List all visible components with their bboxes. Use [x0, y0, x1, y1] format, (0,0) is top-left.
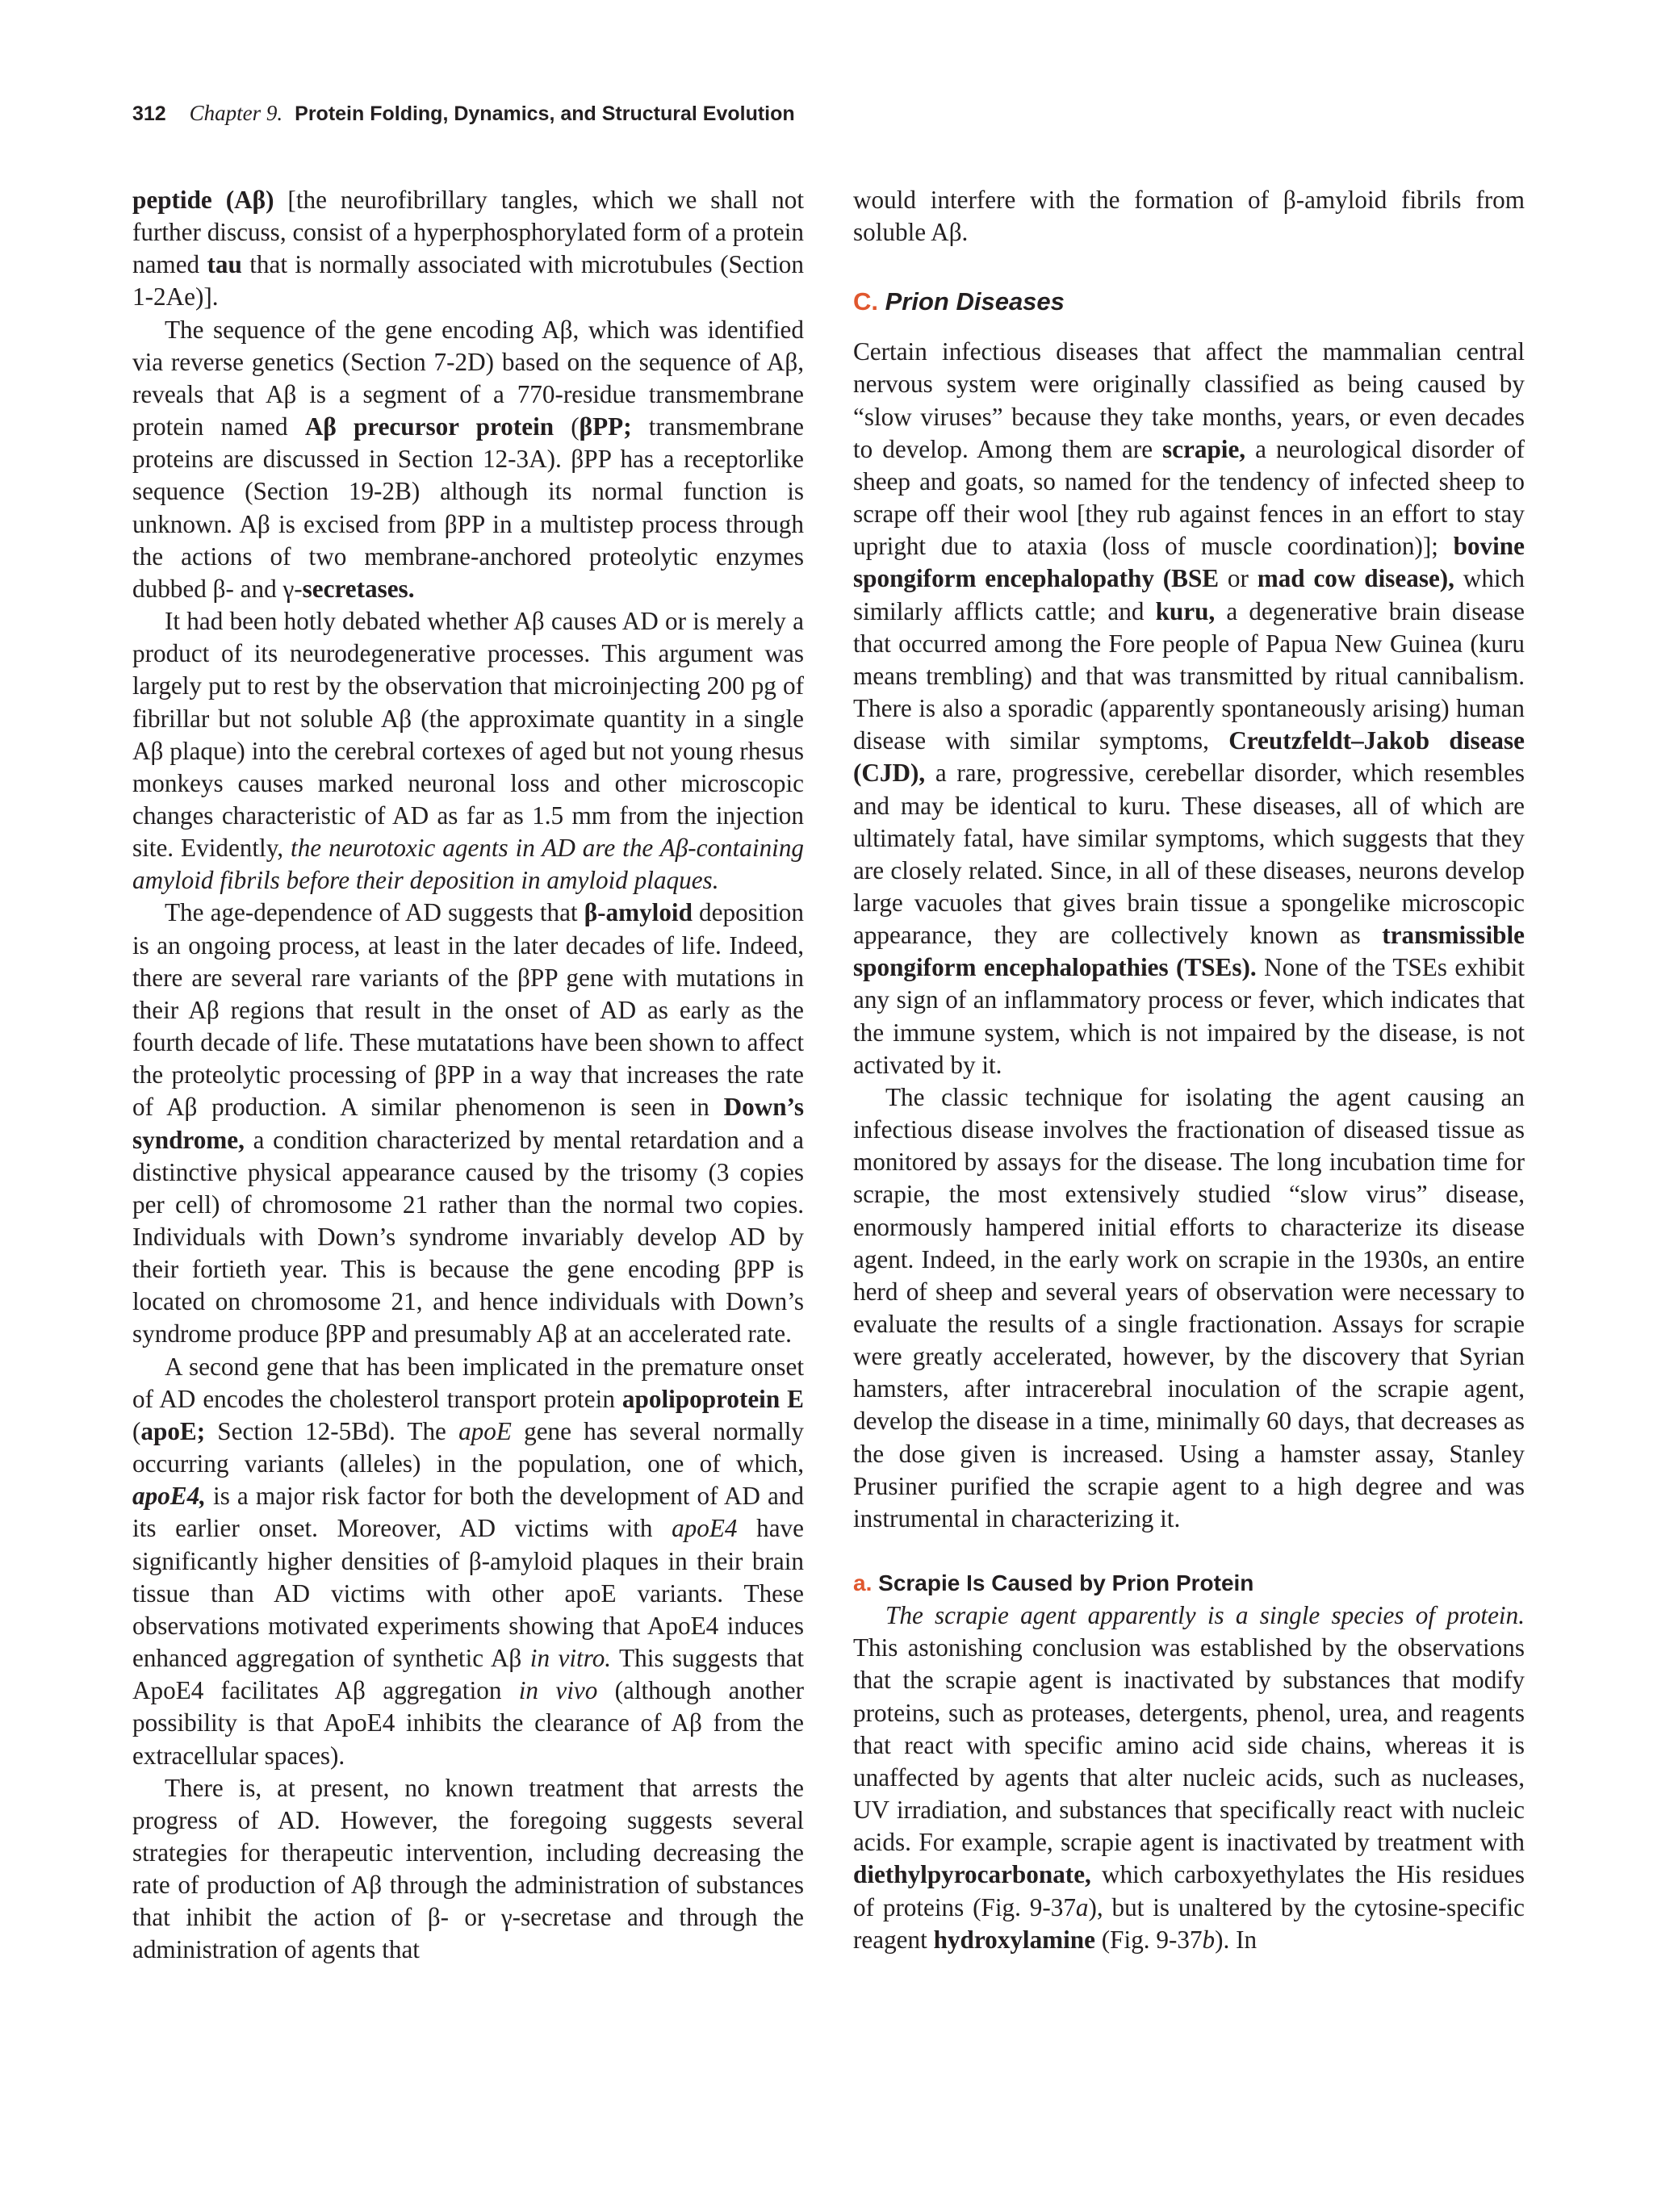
text-run: which carboxyethylates the His residues of proteins (Fig. 9-37	[853, 1860, 1525, 1921]
text-run: None of the TSEs exhibit any sign of an inflammatory process or fever, which indicates that the immune system, which is not impaired by the disease, is not activated by it.	[853, 953, 1525, 1079]
text-run: The age-dependence of AD suggests that	[165, 898, 584, 927]
text-run: hydroxylamine	[933, 1925, 1095, 1954]
text-run: apolipoprotein E	[621, 1384, 804, 1413]
text-run: (	[132, 1416, 141, 1445]
chapter-label: Chapter 9.	[189, 101, 283, 125]
text-run: tau	[207, 250, 242, 279]
text-run: β-amyloid	[584, 898, 693, 927]
paragraph	[853, 184, 1525, 249]
text-run: A second gene that has been implicated in the premature onset of AD encodes the cholesterol transport protein	[132, 1352, 804, 1413]
chapter-title: Protein Folding, Dynamics, and Structural Evolution	[295, 102, 795, 125]
text-run: Aβ precursor protein	[304, 412, 554, 441]
text-run: a	[1075, 1892, 1089, 1921]
text-run: mad cow disease),	[1257, 564, 1454, 593]
paragraph	[132, 1351, 804, 1772]
text-run: would interfere with the formation of β-amyloid fibrils from soluble Aβ.	[853, 186, 1525, 247]
paragraph	[132, 314, 804, 605]
text-run: There is, at present, no known treatment that arrests the progress of AD. However, the foregoing suggests several strategies for therapeutic intervention, including decreasing the rate of production of Aβ through the administration of substances that inhibit the action of β- or γ-secretase and through the administration of agents that	[132, 1773, 804, 1964]
text-run: apoE	[458, 1416, 512, 1445]
text-run: in vivo	[518, 1676, 598, 1705]
running-head	[132, 101, 795, 126]
text-run: (	[554, 412, 580, 441]
paragraph	[853, 1599, 1525, 1956]
section-heading	[853, 286, 1525, 318]
text-run: Section 12-5Bd). The	[205, 1416, 459, 1445]
text-run: in vitro.	[529, 1644, 612, 1673]
left-column	[132, 184, 804, 1967]
text-run: [the neurofibrillary tangles, which we shall not further discuss, consist of a hyperphosphorylated form of a protein named	[132, 186, 804, 279]
subsection-title: Scrapie Is Caused by Prion Protein	[878, 1570, 1254, 1596]
paragraph	[132, 605, 804, 897]
subsection-heading	[853, 1567, 1525, 1599]
text-run: that is normally associated with microtubules (Section 1-2Ae)].	[132, 250, 804, 312]
text-run: secretases.	[302, 574, 415, 603]
text-run: a neurological disorder of sheep and goats, so named for the tendency of infected sheep to scrape off their wool [they rub against fences in an effort to stay upright due to ataxia (loss of muscle coordination)];	[853, 434, 1525, 561]
text-run: b	[1202, 1925, 1216, 1954]
text-run: This suggests that ApoE4 facilitates Aβ aggregation	[132, 1644, 804, 1705]
text-run: transmissible spongiform encephalopathies (TSEs).	[853, 921, 1525, 982]
paragraph	[132, 897, 804, 1350]
text-run: have significantly higher densities of β-amyloid plaques in their brain tissue than AD victims with other apoE variants. These observations motivated experiments showing that ApoE4 induces enhanced aggregation of synthetic Aβ	[132, 1514, 804, 1673]
text-run: a degenerative brain disease that occurred among the Fore people of Papua New Guinea (kuru means trembling) and that was transmitted by ritual cannibalism. There is also a sporadic (apparently spontaneously arising) human disease with similar symptoms,	[853, 596, 1525, 755]
paragraph	[853, 336, 1525, 1081]
text-run: kuru,	[1155, 596, 1216, 625]
text-run: the neurotoxic agents in AD are the Aβ-containing amyloid fibrils before their deposition in amyloid plaques.	[132, 834, 805, 895]
text-run: transmembrane proteins are discussed in Section 12-3A). βPP has a receptorlike sequence (Section 19-2B) although its normal function is unknown. Aβ is excised from βPP in a multistep process through the actions of two membrane-anchored proteolytic enzymes dubbed β- and γ-	[132, 412, 804, 603]
section-title: Prion Diseases	[885, 287, 1065, 316]
text-run: ), but is unaltered by the cytosine-specific reagent	[853, 1892, 1525, 1954]
text-run: a condition characterized by mental retardation and a distinctive physical appearance caused by the trisomy (3 copies per cell) of chromosome 21 rather than the normal two copies. Individuals with Down’s syndrome invariably develop AD by their fortieth year. This is because the gene encoding βPP is located on chromosome 21, and hence individuals with Down’s syndrome produce βPP and presumably Aβ at an accelerated rate.	[132, 1125, 804, 1349]
section-letter: C.	[853, 287, 878, 316]
text-run: diethylpyrocarbonate,	[853, 1860, 1091, 1889]
text-run: This astonishing conclusion was established by the observations that the scrapie agent is inactivated by substances that modify proteins, such as proteases, detergents, phenol, urea, and reagents that react with specific amino acid side chains, whereas it is unaffected by agents that alter nucleic acids, such as nucleases, UV irradiation, and substances that specifically react with nucleic acids. For example, scrapie agent is inactivated by treatment with	[853, 1633, 1525, 1857]
page-number: 312	[132, 102, 166, 125]
text-run: is a major risk factor for both the development of AD and its earlier onset. Moreover, AD victims with	[132, 1482, 804, 1543]
text-run: or	[1219, 564, 1258, 593]
text-run: It had been hotly debated whether Aβ causes AD or is merely a product of its neurodegenerative processes. This argument was largely put to rest by the observation that microinjecting 200 pg of fibrillar but not soluble Aβ (the approximate quantity in a single Aβ plaque) into the cerebral cortexes of aged but not young rhesus monkeys causes marked neuronal loss and other microscopic changes characteristic of AD as far as 1.5 mm from the injection site. Evidently,	[132, 607, 804, 863]
text-run: (Fig. 9-37	[1095, 1925, 1203, 1954]
subsection-letter: a.	[853, 1570, 873, 1596]
paragraph	[132, 1772, 804, 1967]
text-run: The classic technique for isolating the agent causing an infectious disease involves the fractionation of diseased tissue as monitored by assays for the disease. The long incubation time for scrapie, the most extensively studied “slow virus” disease, enormously hampered initial efforts to characterize its disease agent. Indeed, in the early work on scrapie in the 1930s, an entire herd of sheep and several years of observation were necessary to evaluate the results of a single fractionation. Assays for scrapie were greatly accelerated, however, by the discovery that Syrian hamsters, after intracerebral inoculation of the scrapie agent, develop the disease in a time, minimally 60 days, that decreases as the dose given is increased. Using a hamster assay, Stanley Prusiner purified the scrapie agent to a high degree and was instrumental in characterizing it.	[853, 1082, 1525, 1533]
text-run: apoE4	[672, 1514, 738, 1543]
text-run: which similarly afflicts cattle; and	[853, 564, 1525, 625]
text-run: deposition is an ongoing process, at least in the later decades of life. Indeed, there are several rare variants of the βPP gene with mutations in their Aβ regions that result in the onset of AD as early as the fourth decade of life. These mutatations have been shown to affect the proteolytic processing of βPP in a way that increases the rate of Aβ production. A similar phenomenon is seen in	[132, 898, 804, 1122]
text-run: ). In	[1215, 1925, 1258, 1954]
right-column	[853, 184, 1525, 1956]
text-run: (although another possibility is that ApoE4 inhibits the clearance of Aβ from the extracellular spaces).	[132, 1676, 804, 1770]
text-run: apoE4,	[132, 1482, 206, 1511]
text-run: peptide (Aβ)	[132, 186, 274, 214]
paragraph	[853, 1081, 1525, 1535]
text-run: gene has several normally occurring variants (alleles) in the population, one of which,	[132, 1416, 805, 1478]
text-run: a rare, progressive, cerebellar disorder, which resembles and may be identical to kuru. These diseases, all of which are ultimately fatal, have similar symptoms, which suggests that they are closely related. Since, in all of these diseases, neurons develop large vacuoles that gives brain tissue a spongelike microscopic appearance, they are collectively known as	[853, 759, 1525, 950]
text-run: Creutzfeldt–Jakob disease (CJD),	[853, 726, 1525, 788]
text-run: scrapie,	[1162, 434, 1246, 463]
text-run: apoE;	[140, 1416, 206, 1445]
text-run: Certain infectious diseases that affect the mammalian central nervous system were originally classified as being caused by “slow viruses” because they take months, years, or even decades to develop. Among them are	[853, 337, 1525, 463]
paragraph	[132, 184, 804, 314]
text-run: Down’s syndrome,	[132, 1093, 804, 1154]
text-run: The sequence of the gene encoding Aβ, which was identified via reverse genetics (Section 7-2D) based on the sequence of Aβ, reveals that Aβ is a segment of a 770-residue transmembrane protein named	[132, 315, 804, 441]
text-run: bovine spongiform encephalopathy (BSE	[853, 532, 1525, 593]
text-run: βPP;	[579, 412, 632, 441]
text-run: The scrapie agent apparently is a single species of protein.	[885, 1601, 1525, 1630]
